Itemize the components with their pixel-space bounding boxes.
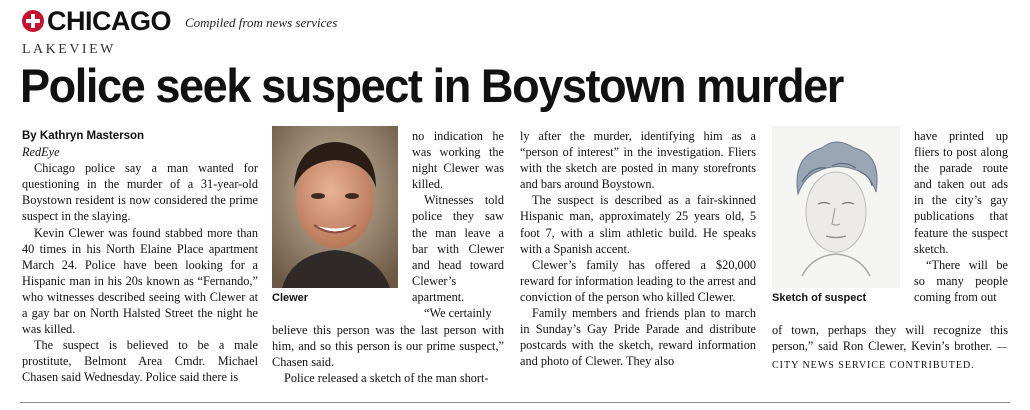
masthead: [22, 6, 337, 36]
paragraph: The suspect is believed to be a male prostitute, Belmont Area Cmdr. Michael Chasen said Wednesday. Police said there is: [22, 338, 258, 385]
victim-photo: [272, 126, 398, 288]
article-column-4-side: [914, 128, 1008, 305]
paragraph-text: of town, perhaps they will recognize this person,” said Ron Clewer, Kevin’s brother.: [772, 323, 1008, 354]
credit-line: —CITY NEWS SERVICE CONTRIBUTED.: [772, 342, 1008, 372]
paragraph: “We certainly: [424, 306, 492, 321]
paragraph: Witnesses told police they saw the man leave a bar with Clewer and head toward Clewer’s apartment.: [412, 193, 504, 304]
article-column-3: [520, 128, 756, 369]
byline: By Kathryn Masterson: [22, 130, 145, 142]
headline: Police seek suspect in Boystown murder: [20, 59, 843, 112]
paragraph: Clewer’s family has offered a $20,000 reward for information leading to the arrest and conviction of the person who killed Clewer.: [520, 257, 756, 304]
section-label: LAKEVIEW: [22, 42, 116, 57]
paragraph: Police released a sketch of the man short-: [284, 371, 489, 386]
paragraph: Chicago police say a man wanted for questioning in the murder of a 31-year-old Boystown resident is now considered the prime suspect in the slaying.: [22, 161, 258, 224]
sketch-caption: Sketch of suspect: [772, 292, 867, 304]
photo-caption: Clewer: [272, 292, 309, 304]
paragraph: Family members and friends plan to march in Sunday’s Gay Pride Parade and distribute postcards with the sketch, reward information and photo of Clewer. They also: [520, 306, 756, 369]
article-column-2-side: [412, 128, 504, 321]
masthead-tagline: Compiled from news services: [185, 15, 338, 30]
paragraph: The suspect is described as a fair-skinned Hispanic man, approximately 25 years old, 5 foot 7, with a slim athletic build. He speaks with a Spanish accent.: [520, 193, 756, 256]
bottom-rule: [20, 402, 1010, 403]
outlet: RedEye: [22, 145, 60, 160]
paragraph: no indication he was working the night Clewer was killed.: [412, 129, 504, 192]
article-column-4-bottom: [772, 322, 1008, 374]
paragraph: have printed up fliers to post along the parade route and taken out ads in the city’s gay publications that feature the suspect sketch.: [914, 129, 1008, 256]
paragraph: ly after the murder, identifying him as a “person of interest” in the investigation. Fliers with the sketch are posted in many storefronts and bars around Boystown.: [520, 129, 756, 192]
chicago-star-icon: [22, 10, 44, 32]
suspect-sketch-image: [772, 126, 900, 288]
article-column-2-bottom: [272, 322, 504, 386]
article-column-1: [22, 128, 258, 386]
paragraph: [772, 322, 1008, 374]
masthead-title: CHICAGO: [47, 5, 171, 36]
paragraph: believe this person was the last person with him, and so this person is our prime suspect,” Chasen said.: [272, 323, 504, 370]
victim-photo-image: [272, 126, 398, 288]
paragraph: “There will be so many people coming from out: [914, 257, 1008, 304]
paragraph: Kevin Clewer was found stabbed more than 40 times in his North Elaine Place apartment March 24. Police have been looking for a Hispanic man in his 20s known as “Fernando,” who witnesses described seeing with Clewer at a gay bar on North Halsted Street the night he was killed.: [22, 225, 258, 337]
suspect-sketch: [772, 126, 900, 288]
